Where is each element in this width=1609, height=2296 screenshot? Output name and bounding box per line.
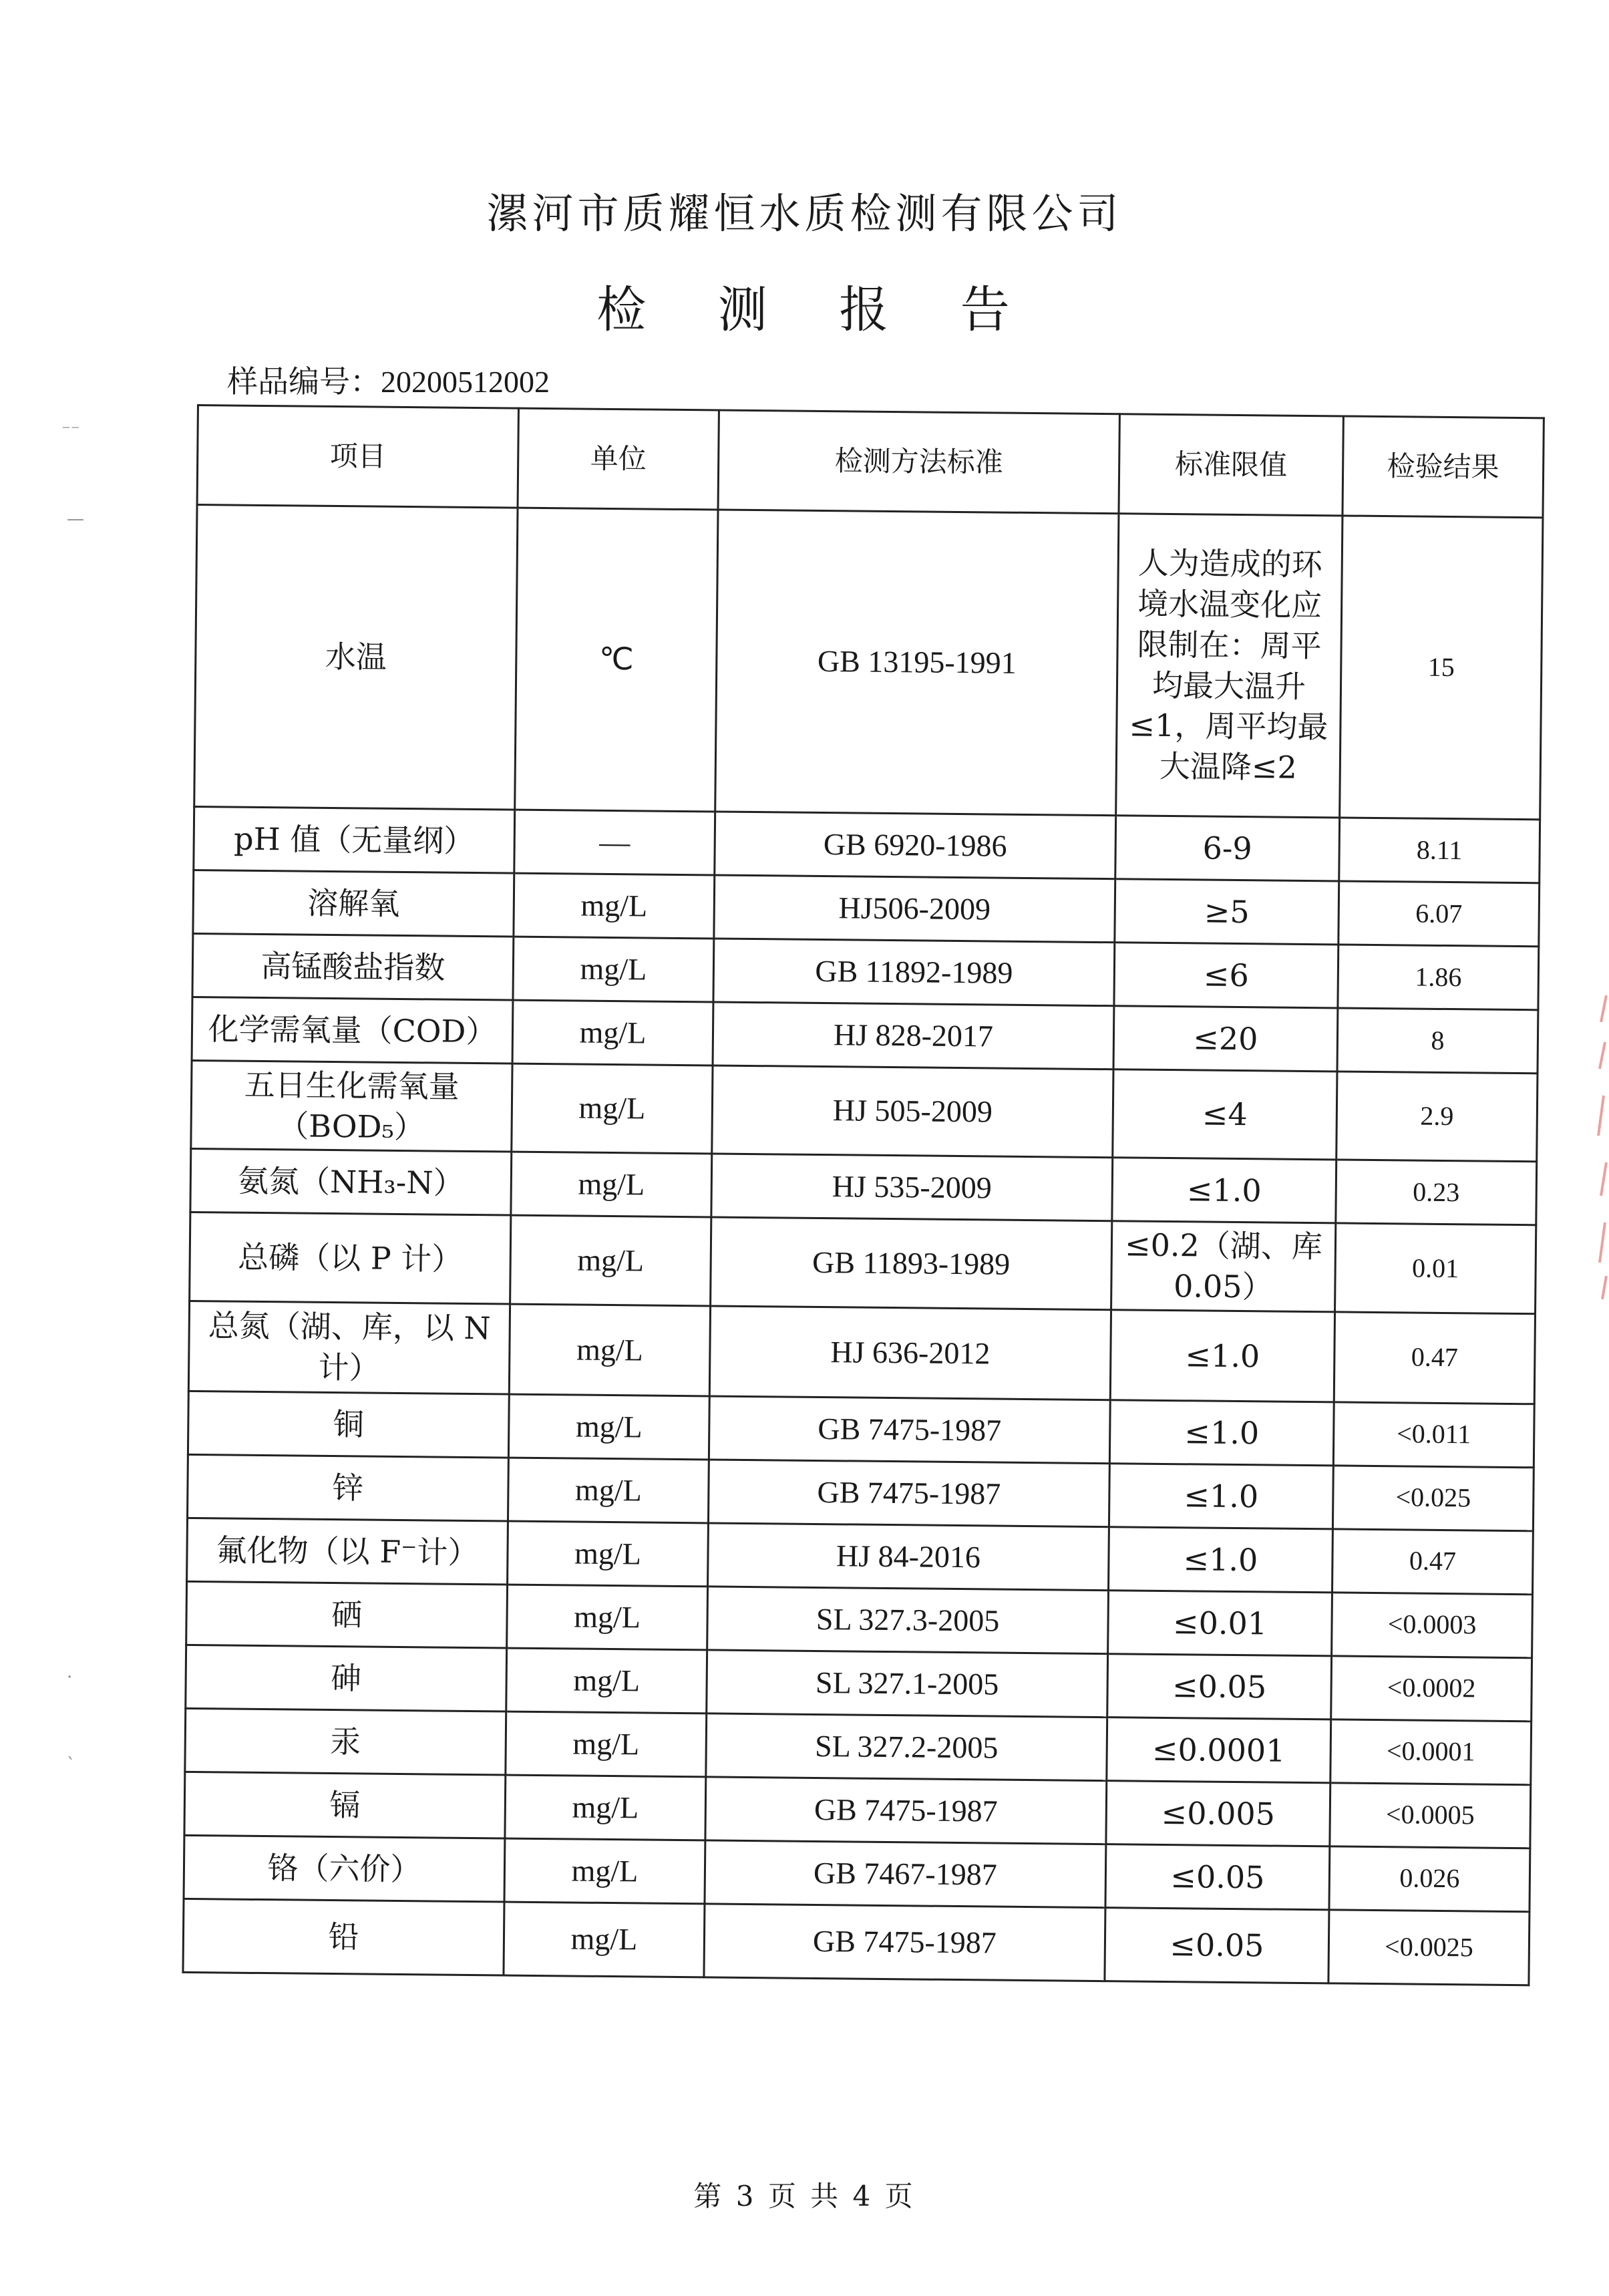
- cell-unit: mg/L: [505, 1775, 706, 1840]
- cell-item: 总磷（以 P 计）: [190, 1212, 511, 1304]
- sample-number-label: 样品编号：: [227, 363, 381, 399]
- cell-limit: ≤20: [1113, 1006, 1338, 1072]
- cell-limit: ≤1.0: [1109, 1400, 1334, 1466]
- cell-method: GB 7475-1987: [708, 1460, 1109, 1527]
- cell-result: 8: [1337, 1008, 1538, 1074]
- cell-unit: mg/L: [504, 1902, 705, 1977]
- cell-limit: ≤1.0: [1109, 1527, 1333, 1593]
- company-name: 漯河市质耀恒水质检测有限公司: [486, 189, 1123, 238]
- cell-unit: mg/L: [514, 873, 715, 939]
- table-row: [188, 1301, 1535, 1404]
- cell-limit: 人为造成的环境水温变化应限制在：周平均最大温升≤1，周平均最大温降≤2: [1116, 514, 1343, 818]
- cell-method: GB 7475-1987: [704, 1904, 1105, 1981]
- cell-item: 水温: [194, 505, 518, 810]
- cell-result: <0.0025: [1328, 1910, 1530, 1985]
- cell-item: 氟化物（以 F⁻计）: [187, 1518, 508, 1585]
- cell-method: GB 11893-1989: [711, 1217, 1112, 1309]
- cell-limit: ≤1.0: [1110, 1310, 1334, 1402]
- cell-result: 0.01: [1335, 1223, 1536, 1313]
- cell-method: SL 327.1-2005: [707, 1650, 1108, 1717]
- cell-item: 汞: [185, 1708, 506, 1775]
- cell-method: GB 6920-1986: [715, 812, 1116, 879]
- cell-unit: mg/L: [506, 1648, 707, 1713]
- sample-number-value: 20200512002: [381, 365, 550, 399]
- cell-limit: ≤0.01: [1108, 1591, 1332, 1656]
- cell-limit: ≤6: [1114, 943, 1338, 1008]
- table-row: [191, 1060, 1538, 1162]
- cell-item: 铜: [188, 1391, 509, 1458]
- table-body: [183, 505, 1543, 1985]
- cell-unit: mg/L: [507, 1585, 708, 1650]
- cell-result: 0.23: [1336, 1160, 1537, 1225]
- seal-stroke: [1598, 995, 1606, 1299]
- cell-result: <0.0003: [1332, 1593, 1533, 1658]
- cell-limit: ≤1.0: [1112, 1158, 1336, 1223]
- cell-item: 溶解氧: [193, 870, 514, 937]
- column-header-unit: 单位: [518, 408, 719, 510]
- cell-result: <0.011: [1333, 1402, 1534, 1468]
- cell-item: 砷: [186, 1645, 507, 1711]
- cell-unit: —: [514, 810, 715, 875]
- cell-unit: mg/L: [513, 937, 714, 1002]
- cell-limit: ≤1.0: [1109, 1464, 1333, 1529]
- scan-mark: ⁻⁻: [61, 421, 80, 441]
- report-title: [0, 271, 1609, 341]
- cell-limit: ≤0.05: [1105, 1844, 1330, 1910]
- cell-limit: ≤0.005: [1106, 1781, 1330, 1846]
- table-row: [194, 505, 1543, 820]
- cell-item: 高锰酸盐指数: [192, 933, 514, 1000]
- cell-item: 五日生化需氧量（BOD₅）: [191, 1060, 512, 1152]
- cell-method: GB 13195-1991: [715, 510, 1119, 816]
- table-row: [190, 1212, 1536, 1314]
- cell-unit: mg/L: [506, 1711, 707, 1777]
- column-header-limit: 标准限值: [1119, 414, 1343, 516]
- cell-item: 镉: [184, 1772, 506, 1838]
- cell-result: <0.0005: [1330, 1783, 1531, 1848]
- cell-item: 铅: [183, 1899, 504, 1975]
- cell-method: HJ506-2009: [714, 875, 1115, 943]
- cell-method: GB 7467-1987: [705, 1840, 1106, 1908]
- cell-method: GB 7475-1987: [709, 1396, 1110, 1464]
- cell-method: HJ 84-2016: [708, 1523, 1109, 1591]
- cell-unit: mg/L: [508, 1394, 709, 1460]
- cell-method: HJ 535-2009: [711, 1154, 1113, 1221]
- cell-limit: ≤0.05: [1107, 1654, 1332, 1719]
- cell-limit: ≤0.05: [1105, 1908, 1329, 1983]
- cell-unit: mg/L: [512, 1000, 713, 1065]
- cell-unit: mg/L: [504, 1838, 705, 1904]
- page-number: 第 3 页 共 4 页: [693, 2180, 916, 2212]
- cell-method: GB 7475-1987: [705, 1777, 1107, 1844]
- cell-result: <0.0002: [1331, 1656, 1532, 1721]
- cell-item: 硒: [186, 1581, 508, 1648]
- results-table: [182, 404, 1544, 1986]
- cell-limit: ≤4: [1113, 1070, 1337, 1160]
- cell-unit: mg/L: [508, 1458, 709, 1523]
- cell-result: 6.07: [1338, 881, 1540, 947]
- table-header-row: [197, 405, 1544, 518]
- cell-result: 0.026: [1329, 1846, 1530, 1912]
- cell-limit: ≤0.2（湖、库0.05）: [1111, 1221, 1336, 1312]
- cell-item: 氨氮（NH₃-N）: [190, 1149, 512, 1216]
- cell-unit: mg/L: [511, 1152, 712, 1218]
- scan-mark: —: [67, 509, 84, 529]
- cell-result: 0.47: [1332, 1529, 1534, 1595]
- cell-method: SL 327.2-2005: [706, 1713, 1107, 1781]
- cell-unit: mg/L: [508, 1521, 709, 1587]
- column-header-method: 检测方法标准: [718, 410, 1119, 514]
- title-char: 告: [960, 281, 1013, 339]
- cell-result: 0.47: [1334, 1312, 1535, 1404]
- sample-number-line: [227, 357, 550, 401]
- scan-mark: ˋ: [67, 1755, 75, 1775]
- cell-item: 化学需氧量（COD）: [192, 997, 513, 1063]
- column-header-result: 检验结果: [1343, 416, 1544, 518]
- cell-result: <0.0001: [1330, 1719, 1532, 1785]
- cell-unit: mg/L: [510, 1216, 711, 1306]
- cell-method: GB 11892-1989: [713, 939, 1115, 1006]
- cell-result: <0.025: [1332, 1466, 1534, 1531]
- cell-unit: ℃: [515, 508, 718, 812]
- cell-result: 1.86: [1338, 945, 1539, 1010]
- cell-item: 总氮（湖、库，以 N 计）: [188, 1301, 510, 1394]
- cell-unit: mg/L: [512, 1063, 713, 1154]
- seal-edge: [1592, 995, 1609, 1303]
- cell-limit: 6-9: [1115, 816, 1340, 881]
- title-char: 测: [717, 281, 770, 339]
- cell-item: pH 值（无量纲）: [194, 806, 515, 873]
- cell-unit: mg/L: [509, 1304, 710, 1396]
- cell-item: 锌: [187, 1454, 508, 1521]
- cell-method: HJ 636-2012: [709, 1306, 1111, 1400]
- cell-limit: ≥5: [1115, 879, 1339, 945]
- cell-method: HJ 828-2017: [713, 1002, 1114, 1070]
- scan-mark: ·: [67, 1667, 73, 1687]
- cell-method: HJ 505-2009: [712, 1065, 1113, 1158]
- title-char: 检: [596, 281, 649, 339]
- cell-result: 2.9: [1336, 1072, 1538, 1162]
- cell-result: 15: [1340, 516, 1543, 820]
- column-header-item: 项目: [197, 405, 518, 508]
- cell-limit: ≤0.0001: [1107, 1717, 1331, 1783]
- cell-item: 铬（六价）: [184, 1835, 505, 1902]
- table-row: [183, 1899, 1530, 1985]
- cell-method: SL 327.3-2005: [707, 1587, 1109, 1654]
- title-char: 报: [839, 281, 892, 339]
- cell-result: 8.11: [1339, 818, 1540, 883]
